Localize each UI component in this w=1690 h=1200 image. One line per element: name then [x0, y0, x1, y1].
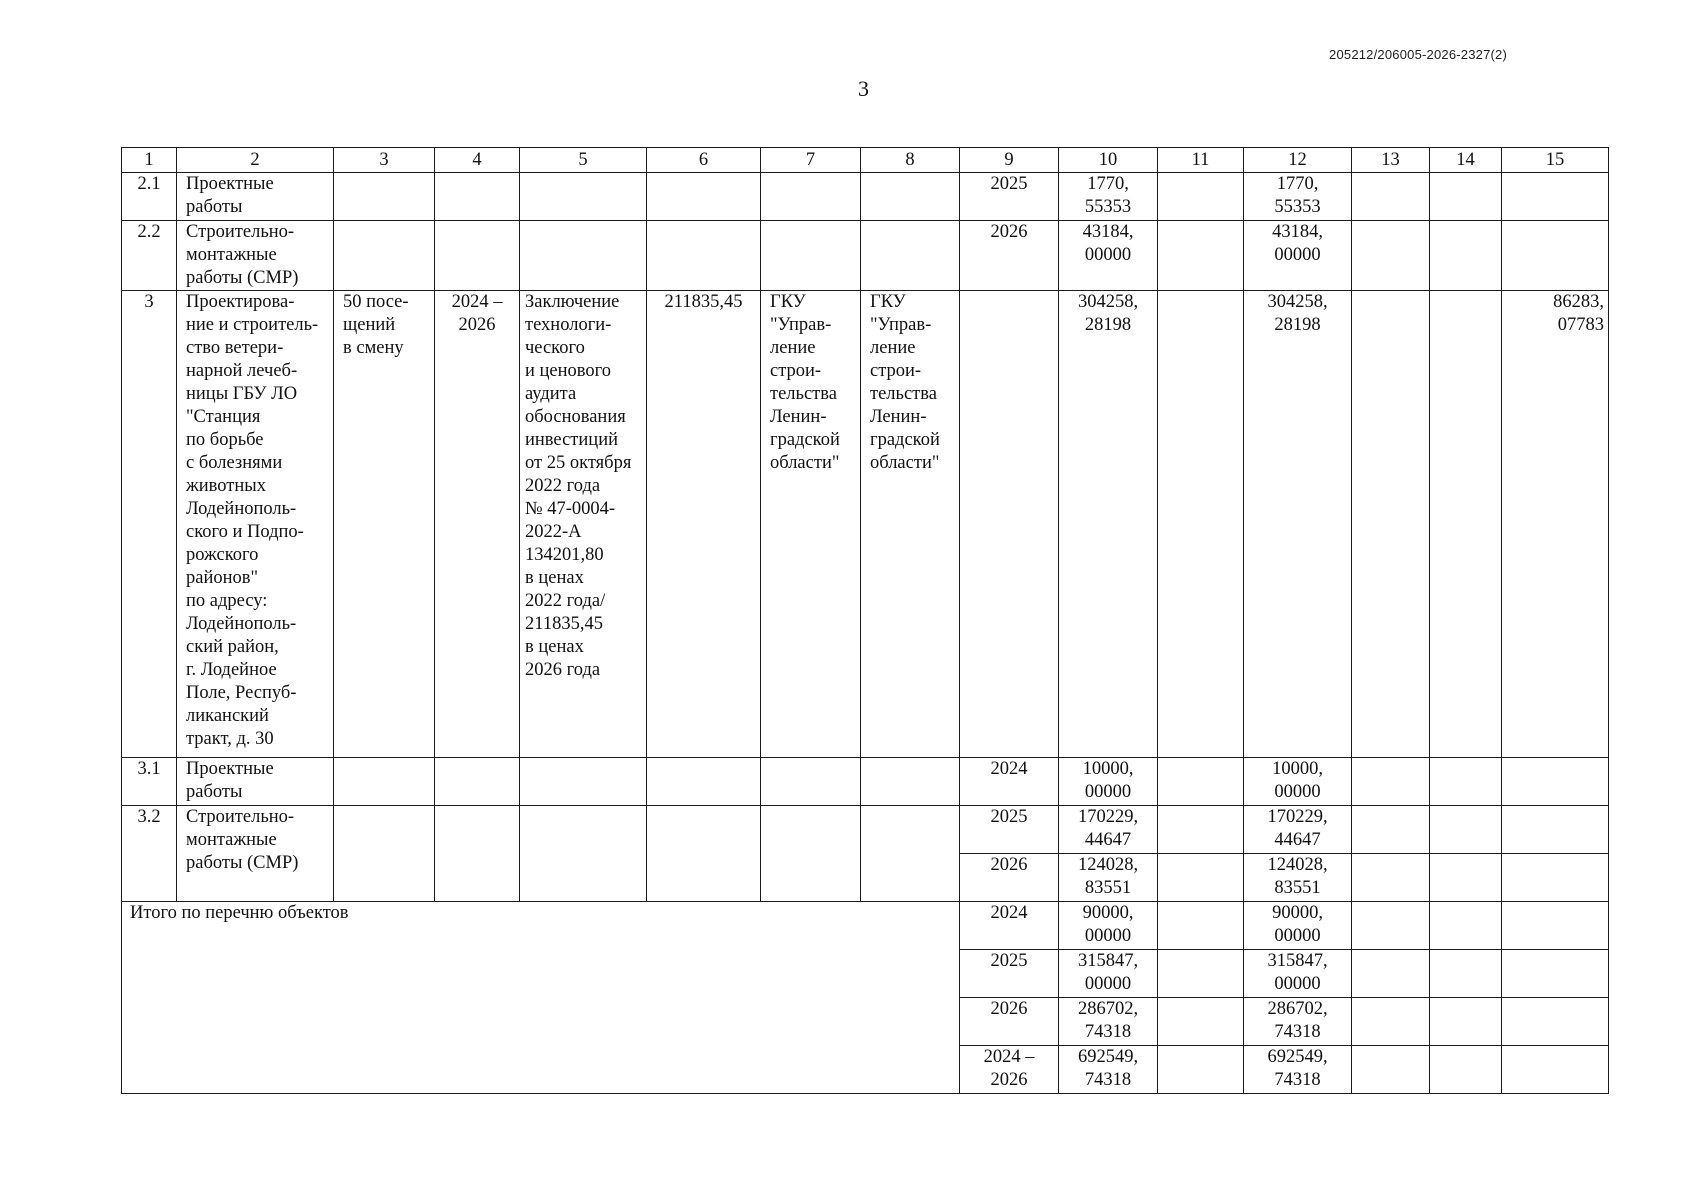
row-name: Строительно- монтажные работы (СМР)	[177, 806, 334, 902]
amount-cell: 170229, 44647	[1059, 806, 1158, 854]
year-cell: 2026	[960, 221, 1059, 291]
row-number: 3.1	[122, 758, 177, 806]
row-name: Проектные работы	[177, 758, 334, 806]
table-row-3	[122, 291, 1609, 758]
amount-cell: 43184, 00000	[1059, 221, 1158, 291]
column-number: 14	[1430, 148, 1502, 173]
developer-cell: ГКУ "Управ- ление строи- тельства Ленин- градской области"	[861, 291, 960, 758]
amount-cell: 286702, 74318	[1059, 998, 1158, 1046]
column-number: 8	[861, 148, 960, 173]
total-row	[122, 902, 1609, 950]
year-cell: 2024 – 2026	[960, 1046, 1059, 1094]
table-row-3-1	[122, 758, 1609, 806]
table-row-3-2	[122, 806, 1609, 854]
amount-cell: 90000, 00000	[1244, 902, 1352, 950]
column-number: 13	[1352, 148, 1430, 173]
row-number: 2.1	[122, 173, 177, 221]
row-name: Проектные работы	[177, 173, 334, 221]
customer-cell: ГКУ "Управ- ление строи- тельства Ленин- градской области"	[761, 291, 861, 758]
year-cell: 2024	[960, 758, 1059, 806]
row-number: 3	[122, 291, 177, 758]
amount-cell: 90000, 00000	[1059, 902, 1158, 950]
year-cell: 2025	[960, 173, 1059, 221]
amount-cell: 692549, 74318	[1244, 1046, 1352, 1094]
column-number: 10	[1059, 148, 1158, 173]
conclusion-cell: Заключение технологи- ческого и ценового аудита обоснования инвестиций от 25 октября 2022 года № 47-0004- 2022-А 134201,80 в ценах 2022 года/ 211835,45 в ценах 2026 года	[520, 291, 647, 758]
column-number: 6	[647, 148, 761, 173]
year-cell: 2025	[960, 806, 1059, 854]
amount-cell: 1770, 55353	[1244, 173, 1352, 221]
column-number: 1	[122, 148, 177, 173]
column-number: 11	[1158, 148, 1244, 173]
column-number: 7	[761, 148, 861, 173]
page-number: 3	[858, 76, 869, 101]
amount-cell: 10000, 00000	[1059, 758, 1158, 806]
column-number: 12	[1244, 148, 1352, 173]
amount-cell: 692549, 74318	[1059, 1046, 1158, 1094]
amount-cell: 124028, 83551	[1059, 854, 1158, 902]
amount-cell: 170229, 44647	[1244, 806, 1352, 854]
year-cell: 2024	[960, 902, 1059, 950]
year-cell: 2026	[960, 854, 1059, 902]
amount-cell: 304258, 28198	[1244, 291, 1352, 758]
document-id: 205212/206005-2026-2327(2)	[1329, 47, 1507, 62]
amount-cell: 315847, 00000	[1244, 950, 1352, 998]
table-row-2-1	[122, 173, 1609, 221]
year-cell: 2026	[960, 998, 1059, 1046]
capacity-cell: 50 посе- щений в смену	[334, 291, 435, 758]
column-number: 3	[334, 148, 435, 173]
column-number-row	[122, 148, 1609, 173]
table-row-2-2	[122, 221, 1609, 291]
column-number: 5	[520, 148, 647, 173]
year-cell: 2025	[960, 950, 1059, 998]
column-number: 4	[435, 148, 520, 173]
row-number: 2.2	[122, 221, 177, 291]
objects-table	[121, 147, 1609, 1094]
amount-cell: 315847, 00000	[1059, 950, 1158, 998]
cost-cell: 211835,45	[647, 291, 761, 758]
amount-cell: 10000, 00000	[1244, 758, 1352, 806]
amount-cell: 1770, 55353	[1059, 173, 1158, 221]
amount-cell: 43184, 00000	[1244, 221, 1352, 291]
column-number: 9	[960, 148, 1059, 173]
amount-cell: 286702, 74318	[1244, 998, 1352, 1046]
amount-cell: 304258, 28198	[1059, 291, 1158, 758]
amount-cell: 86283, 07783	[1502, 291, 1609, 758]
period-cell: 2024 – 2026	[435, 291, 520, 758]
row-name: Строительно- монтажные работы (СМР)	[177, 221, 334, 291]
total-label: Итого по перечню объектов	[122, 902, 960, 1094]
column-number: 2	[177, 148, 334, 173]
amount-cell: 124028, 83551	[1244, 854, 1352, 902]
object-name: Проектирова- ние и строитель- ство ветери- нарной лечеб- ницы ГБУ ЛО "Станция по борьбе с болезнями животных Лодейнополь- ского и Подпо- рожского районов" по адресу: Лодейнополь- ский район, г. Лодейное Поле, Респуб- ликанский тракт, д. 30	[177, 291, 334, 758]
column-number: 15	[1502, 148, 1609, 173]
row-number: 3.2	[122, 806, 177, 902]
